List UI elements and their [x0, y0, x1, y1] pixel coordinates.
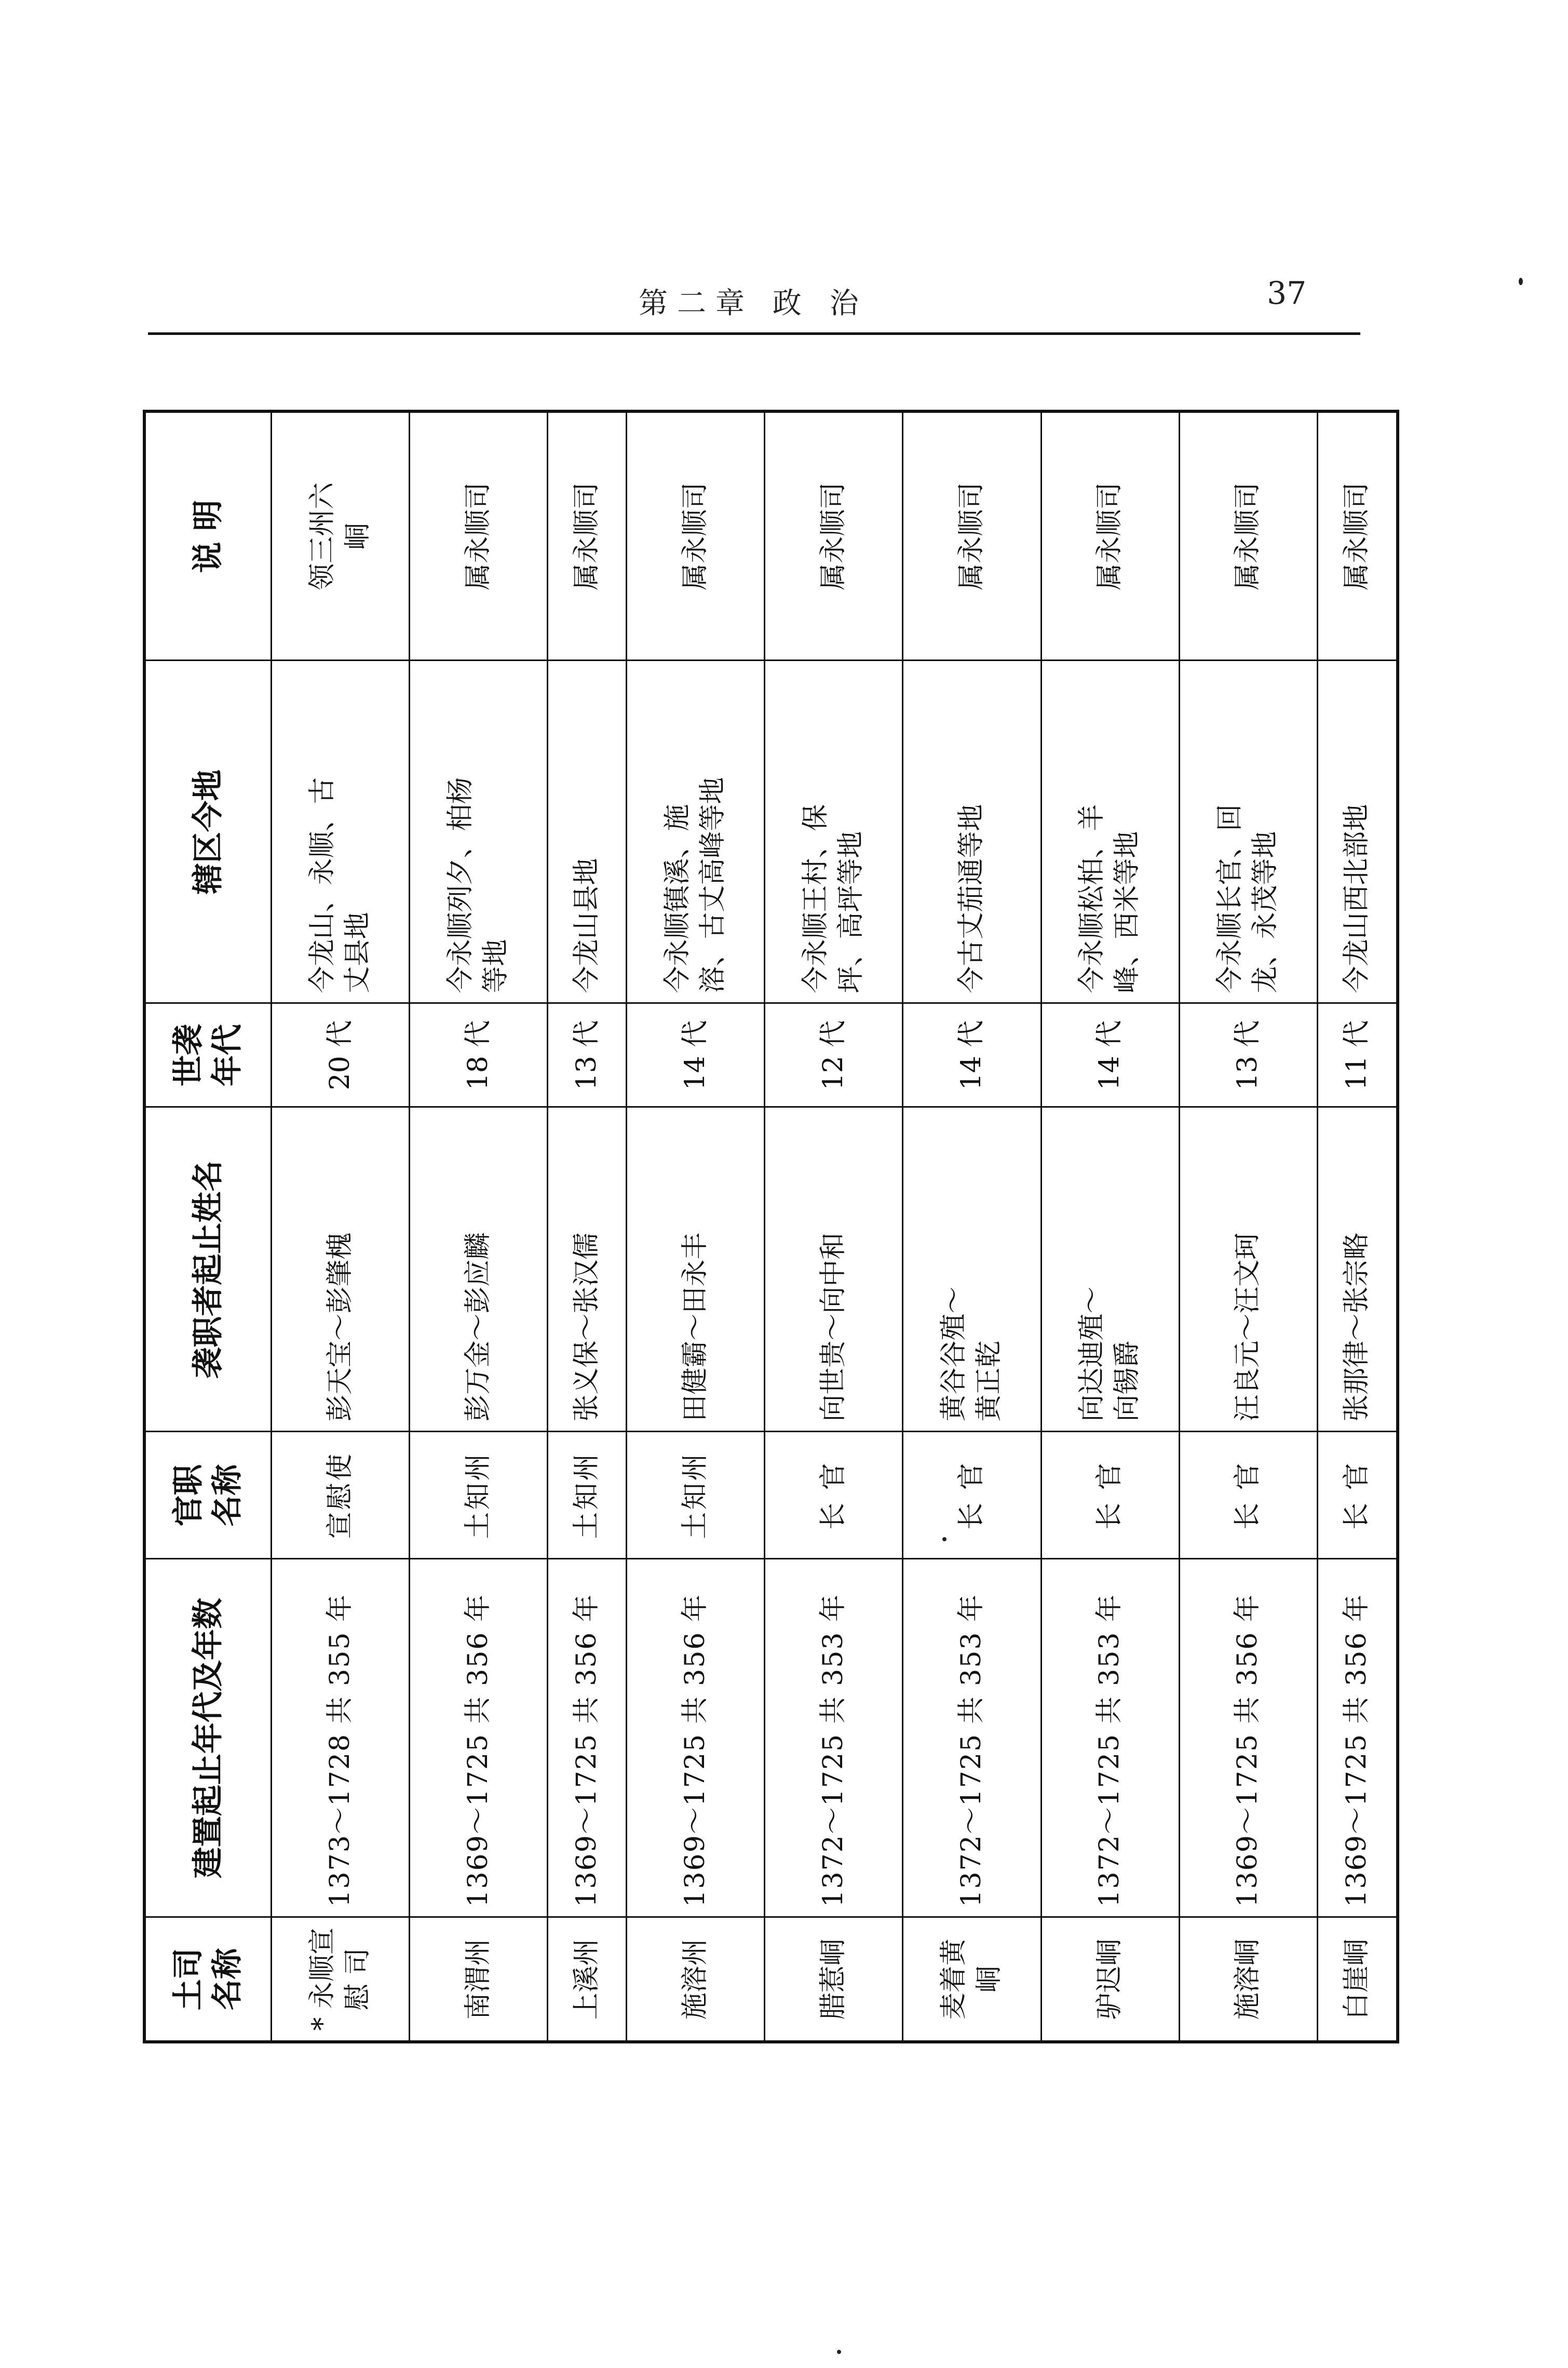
header-row [144, 411, 272, 2042]
cell-holders-line: 向达迪殖～ [1076, 1286, 1108, 1422]
cell-years: 1372～1725 共 353 年 [903, 1559, 1041, 1917]
scan-speck [837, 2350, 841, 2354]
cell-name [1179, 1917, 1317, 2042]
cell-holders [1317, 1107, 1398, 1432]
table-row [765, 411, 903, 2042]
cell-area-line: 龙、永茂等地 [1250, 831, 1281, 993]
cell-generations: 13 代 [1179, 1003, 1317, 1107]
cell-holders-line: 张义保～张汉儒 [571, 1232, 602, 1422]
table-row [1179, 411, 1317, 2042]
cell-name [627, 1917, 765, 2042]
scan-speck [1519, 278, 1523, 285]
cell-note-line: 属永顺司 [571, 482, 602, 590]
cell-generations: 14 代 [903, 1003, 1041, 1107]
col-header-name-line: 名称 [209, 1948, 246, 2011]
cell-name-line: 白崖峒 [1341, 1939, 1372, 2020]
table-row [272, 411, 410, 2042]
cell-generations: 18 代 [410, 1003, 548, 1107]
cell-name [272, 1917, 410, 2042]
cell-note [1179, 411, 1317, 661]
cell-title: 长 官 [765, 1432, 903, 1559]
cell-area [627, 661, 765, 1003]
cell-title: 长 官 [903, 1432, 1041, 1559]
cell-name-line: 上溪州 [571, 1939, 602, 2020]
cell-area-line: 今龙山、永顺、古 [306, 777, 338, 993]
col-header-title-line: 名称 [209, 1464, 246, 1527]
cell-holders [1041, 1107, 1179, 1432]
cell-note-line: 属永顺司 [818, 482, 849, 590]
cell-holders [627, 1107, 765, 1432]
cell-area-line: 今龙山县地 [571, 858, 602, 993]
cell-holders [765, 1107, 903, 1432]
col-header-title-line: 官职 [170, 1464, 207, 1527]
cell-holders [410, 1107, 548, 1432]
col-header-generations-line: 年代 [209, 1024, 246, 1086]
running-head: 第二章 政 治 [639, 287, 868, 320]
cell-generations: 13 代 [548, 1003, 627, 1107]
cell-holders-line: 张那律～张宗略 [1341, 1232, 1372, 1422]
table-row [1317, 411, 1398, 2042]
cell-area [903, 661, 1041, 1003]
table-row [903, 411, 1041, 2042]
cell-area [548, 661, 627, 1003]
cell-area [1179, 661, 1317, 1003]
cell-area [272, 661, 410, 1003]
cell-name-line: 南渭州 [462, 1939, 494, 2020]
cell-name-line: 腊惹峒 [818, 1939, 849, 2020]
cell-title: 土知州 [410, 1432, 548, 1559]
cell-area-line: 溶、古丈高峰等地 [697, 777, 728, 993]
cell-title: 长 官 [1179, 1432, 1317, 1559]
cell-note-line: 峒 [342, 522, 373, 550]
cell-note-line: 属永顺司 [1232, 482, 1264, 590]
cell-area-line: 今永顺列夕、柏杨 [444, 777, 476, 993]
cell-note [548, 411, 627, 661]
cell-note [410, 411, 548, 661]
header-rule [148, 332, 1360, 335]
cell-holders-line: 彭万金～彭应麟 [462, 1232, 494, 1422]
table-row [410, 411, 548, 2042]
cell-title: 长 官 [1041, 1432, 1179, 1559]
cell-years: 1369～1725 共 356 年 [548, 1559, 627, 1917]
scan-speck [942, 1537, 947, 1541]
cell-area [765, 661, 903, 1003]
cell-generations: 14 代 [1041, 1003, 1179, 1107]
tusi-table [143, 410, 1399, 2043]
col-header-years: 建置起止年代及年数 [144, 1559, 272, 1917]
cell-area-line: 今永顺镇溪、施 [662, 804, 694, 993]
cell-years: 1372～1725 共 353 年 [765, 1559, 903, 1917]
cell-name-line: 施溶州 [680, 1939, 711, 2020]
cell-years: 1369～1725 共 356 年 [1317, 1559, 1398, 1917]
cell-generations: 14 代 [627, 1003, 765, 1107]
cell-years: 1373～1728 共 355 年 [272, 1559, 410, 1917]
rotated-table-container [143, 413, 1399, 2043]
cell-name [410, 1917, 548, 2042]
cell-area [1041, 661, 1179, 1003]
page-number: 37 [1267, 275, 1307, 312]
cell-holders-line: 黄正乾 [973, 1340, 1005, 1422]
cell-area-line: 今永顺松柏、羊 [1076, 804, 1108, 993]
cell-holders-line: 向世贵～向中和 [818, 1232, 849, 1422]
cell-area-line: 丈县地 [342, 912, 373, 993]
cell-name [548, 1917, 627, 2042]
cell-name-line: 麦着黄峒 [938, 1939, 1005, 2020]
col-header-name [144, 1917, 272, 2042]
cell-note [1041, 411, 1179, 661]
table-row [1041, 411, 1179, 2042]
cell-holders [903, 1107, 1041, 1432]
col-header-area: 辖区今地 [144, 661, 272, 1003]
table-body [272, 411, 1398, 2042]
cell-note [627, 411, 765, 661]
cell-title: 土知州 [627, 1432, 765, 1559]
cell-name [1317, 1917, 1398, 2042]
cell-area-line: 今永顺长官、回 [1214, 804, 1246, 993]
cell-holders-line: 向锡爵 [1112, 1340, 1143, 1422]
cell-note [765, 411, 903, 661]
cell-years: 1369～1725 共 356 年 [627, 1559, 765, 1917]
cell-note-line: 属永顺司 [680, 482, 711, 590]
cell-name-line: 施溶峒 [1232, 1939, 1264, 2020]
cell-note [272, 411, 410, 661]
cell-years: 1369～1725 共 356 年 [1179, 1559, 1317, 1917]
cell-name-line: 慰 司 [342, 1947, 373, 2011]
cell-holders-line: 黄谷谷殖～ [938, 1286, 970, 1422]
cell-area-line: 今永顺王村、保 [800, 804, 832, 993]
table-row [548, 411, 627, 2042]
col-header-title [144, 1432, 272, 1559]
cell-title: 长 官 [1317, 1432, 1398, 1559]
cell-holders [272, 1107, 410, 1432]
cell-note [1317, 411, 1398, 661]
table-rotation-frame [143, 413, 1399, 2043]
cell-holders-line: 汪良元～汪文珂 [1232, 1232, 1264, 1422]
cell-area-line: 今龙山西北部地 [1341, 804, 1372, 993]
col-header-note: 说 明 [144, 411, 272, 661]
cell-name-line: * 永顺宣 [306, 1927, 338, 2031]
cell-area-line: 峰、西米等地 [1112, 831, 1143, 993]
cell-note [903, 411, 1041, 661]
col-header-generations-line: 世袭 [170, 1024, 207, 1086]
cell-name [765, 1917, 903, 2042]
table-row [627, 411, 765, 2042]
cell-note-line: 属永顺司 [462, 482, 494, 590]
cell-note-line: 属永顺司 [1094, 482, 1126, 590]
cell-generations: 20 代 [272, 1003, 410, 1107]
cell-area [1317, 661, 1398, 1003]
cell-area-line: 今古丈茄通等地 [956, 804, 988, 993]
cell-holders [1179, 1107, 1317, 1432]
cell-area-line: 坪、高坪等地 [835, 831, 867, 993]
cell-holders-line: 田健霸～田永丰 [680, 1232, 711, 1422]
cell-generations: 11 代 [1317, 1003, 1398, 1107]
cell-note-line: 属永顺司 [956, 482, 988, 590]
cell-holders [548, 1107, 627, 1432]
cell-years: 1369～1725 共 356 年 [410, 1559, 548, 1917]
cell-title: 土知州 [548, 1432, 627, 1559]
col-header-holders: 袭职者起止姓名 [144, 1107, 272, 1432]
cell-area-line: 等地 [480, 939, 511, 993]
cell-years: 1372～1725 共 353 年 [1041, 1559, 1179, 1917]
col-header-generations [144, 1003, 272, 1107]
cell-name-line: 驴迟峒 [1094, 1939, 1126, 2020]
cell-note-line: 属永顺司 [1341, 482, 1372, 590]
cell-name [903, 1917, 1041, 2042]
cell-name [1041, 1917, 1179, 2042]
cell-note-line: 领三州六 [306, 482, 338, 590]
cell-title: 宣慰使 [272, 1432, 410, 1559]
cell-holders-line: 彭天宝～彭肇槐 [324, 1232, 356, 1422]
cell-generations: 12 代 [765, 1003, 903, 1107]
col-header-name-line: 土司 [170, 1948, 207, 2011]
cell-area [410, 661, 548, 1003]
